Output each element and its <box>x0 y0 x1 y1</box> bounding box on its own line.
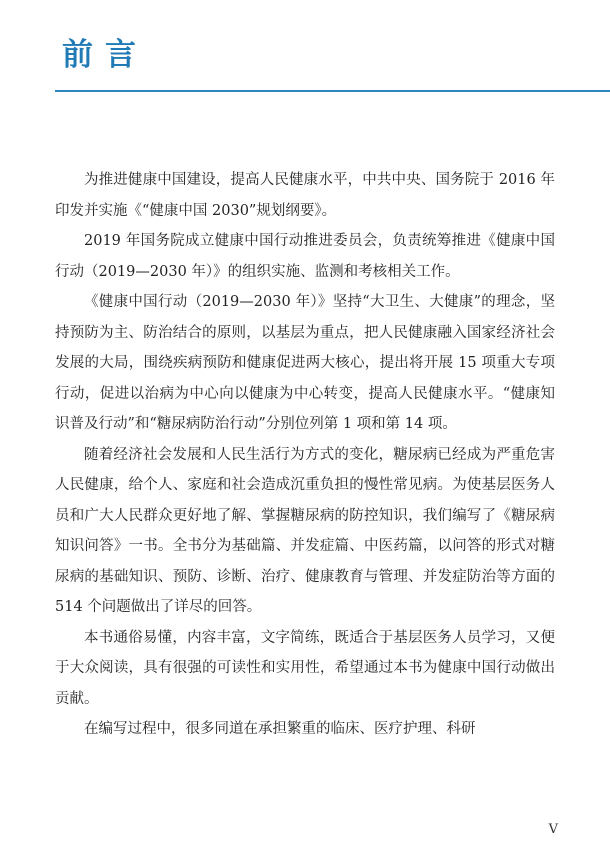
paragraph-5: 本书通俗易懂，内容丰富，文字简练，既适合于基层医务人员学习，又便于大众阅读，具有很强的可读性和实用性，希望通过本书为健康中国行动做出贡献。 <box>55 629 555 707</box>
page-number: V <box>548 822 558 837</box>
paragraph-2: 2019 年国务院成立健康中国行动推进委员会，负责统筹推进《健康中国行动（2019—2030 年）》的组织实施、监测和考核相关工作。 <box>55 233 555 280</box>
paragraph-4: 随着经济社会发展和人民生活行为方式的变化，糖尿病已经成为严重危害人民健康，给个人、家庭和社会造成沉重负担的慢性常见病。为使基层医务人员和广大人民群众更好地了解、掌握糖尿病的防控知识，我们编写了《糖尿病知识问答》一书。全书分为基础篇、并发症篇、中医药篇，以问答的形式对糖尿病的基础知识、预防、诊断、治疗、健康教育与管理、并发症防治等方面的 514 个问题做出了详尽的回答。 <box>55 446 555 615</box>
paragraph-3: 《健康中国行动（2019—2030 年）》坚持“大卫生、大健康”的理念，坚持预防为主、防治结合的原则，以基层为重点，把人民健康融入国家经济社会发展的大局，围绕疾病预防和健康促进两大核心，提出将开展 15 项重大专项行动，促进以治病为中心向以健康为中心转变，提高人民健康水平。“健康知识普及行动”和“糖尿病防治行动”分别位列第 1 项和第 14 项。 <box>55 294 555 432</box>
paragraph-6: 在编写过程中，很多同道在承担繁重的临床、医疗护理、科研 <box>84 721 476 737</box>
page-title: 前言 <box>62 37 148 73</box>
paragraph-1: 为推进健康中国建设，提高人民健康水平，中共中央、国务院于 2016 年印发并实施《“健康中国 2030”规划纲要》。 <box>55 172 555 219</box>
title-divider <box>55 90 610 92</box>
preface-body <box>55 165 555 745</box>
